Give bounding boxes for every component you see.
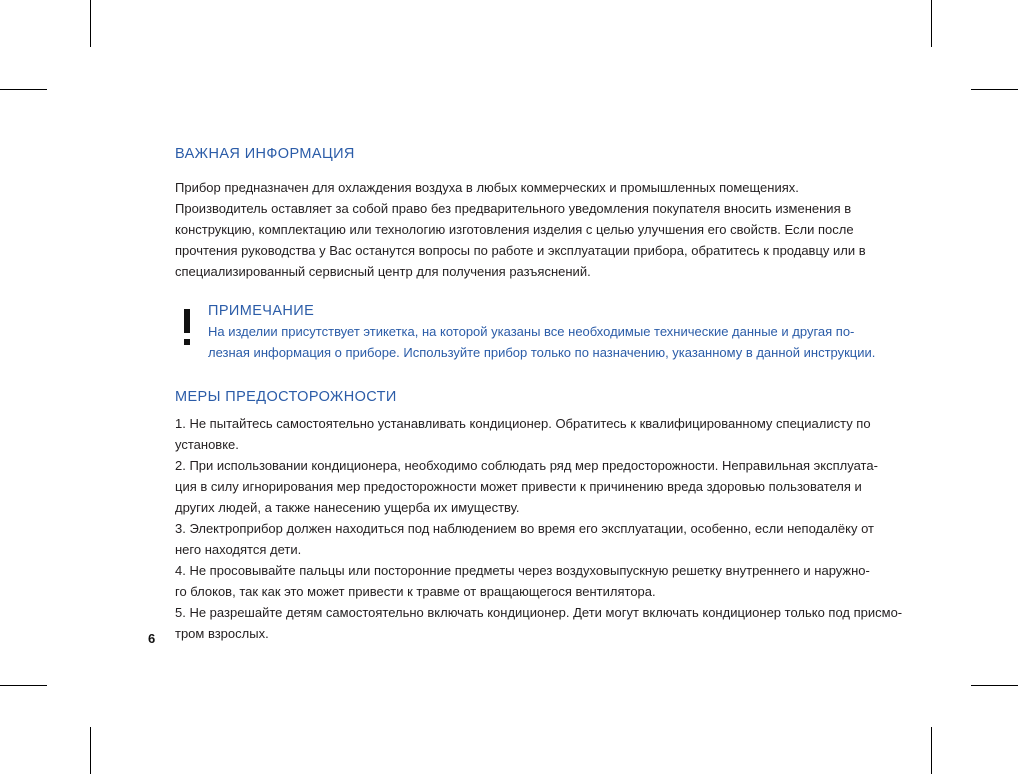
crop-mark-top-left xyxy=(90,0,91,47)
important-info-body xyxy=(175,177,875,282)
important-line: конструкцию, комплектацию или технологию изготовления изделия с целью улучшения его свойств. Если после xyxy=(175,222,854,237)
crop-mark-top-right xyxy=(931,0,932,47)
note-body xyxy=(208,321,875,363)
important-line: Производитель оставляет за собой право без предварительного уведомления покупателя вносить изменения в xyxy=(175,201,852,216)
page-number: 6 xyxy=(148,631,156,646)
exclamation-icon xyxy=(183,309,192,346)
precaution-line: 1. Не пытайтесь самостоятельно устанавливать кондиционер. Обратитесь к квалифицированному специалисту по xyxy=(175,416,871,431)
precaution-line: других людей, а также нанесению ущерба их имуществу. xyxy=(175,500,520,515)
important-info-heading: ВАЖНАЯ ИНФОРМАЦИЯ xyxy=(175,146,355,162)
crop-mark-bottom-right xyxy=(931,727,932,774)
precaution-line: ция в силу игнорирования мер предосторожности может привести к причинению вреда здоровью пользователя и xyxy=(175,479,862,494)
precaution-line: го блоков, так как это может привести к травме от вращающегося вентилятора. xyxy=(175,584,656,599)
important-line: прочтения руководства у Вас останутся вопросы по работе и эксплуатации прибора, обратитесь к продавцу или в xyxy=(175,243,866,258)
crop-mark-right-top xyxy=(971,89,1018,90)
crop-mark-left-top xyxy=(0,89,47,90)
precautions-body xyxy=(175,413,903,644)
important-line: специализированный сервисный центр для получения разъяснений. xyxy=(175,264,591,279)
precaution-line: него находятся дети. xyxy=(175,542,302,557)
precaution-line: 2. При использовании кондиционера, необходимо соблюдать ряд мер предосторожности. Неправильная эксплуата- xyxy=(175,458,878,473)
important-line: Прибор предназначен для охлаждения воздуха в любых коммерческих и промышленных помещениях. xyxy=(175,180,799,195)
precaution-line: установке. xyxy=(175,437,239,452)
crop-mark-right-bottom xyxy=(971,685,1018,686)
precaution-line: 5. Не разрешайте детям самостоятельно включать кондиционер. Дети могут включать кондиционер только под присмо- xyxy=(175,605,903,620)
crop-mark-bottom-left xyxy=(90,727,91,774)
precautions-heading: МЕРЫ ПРЕДОСТОРОЖНОСТИ xyxy=(175,389,397,405)
note-line: На изделии присутствует этикетка, на которой указаны все необходимые технические данные и другая по- xyxy=(208,324,855,339)
precaution-line: 3. Электроприбор должен находиться под наблюдением во время его эксплуатации, особенно, если неподалёку от xyxy=(175,521,874,536)
precaution-line: тром взрослых. xyxy=(175,626,269,641)
precaution-line: 4. Не просовывайте пальцы или посторонние предметы через воздуховыпускную решетку внутреннего и наружно- xyxy=(175,563,870,578)
note-heading: ПРИМЕЧАНИЕ xyxy=(208,303,315,319)
crop-mark-left-bottom xyxy=(0,685,47,686)
note-line: лезная информация о приборе. Используйте прибор только по назначению, указанному в данной инструкции. xyxy=(208,345,876,360)
